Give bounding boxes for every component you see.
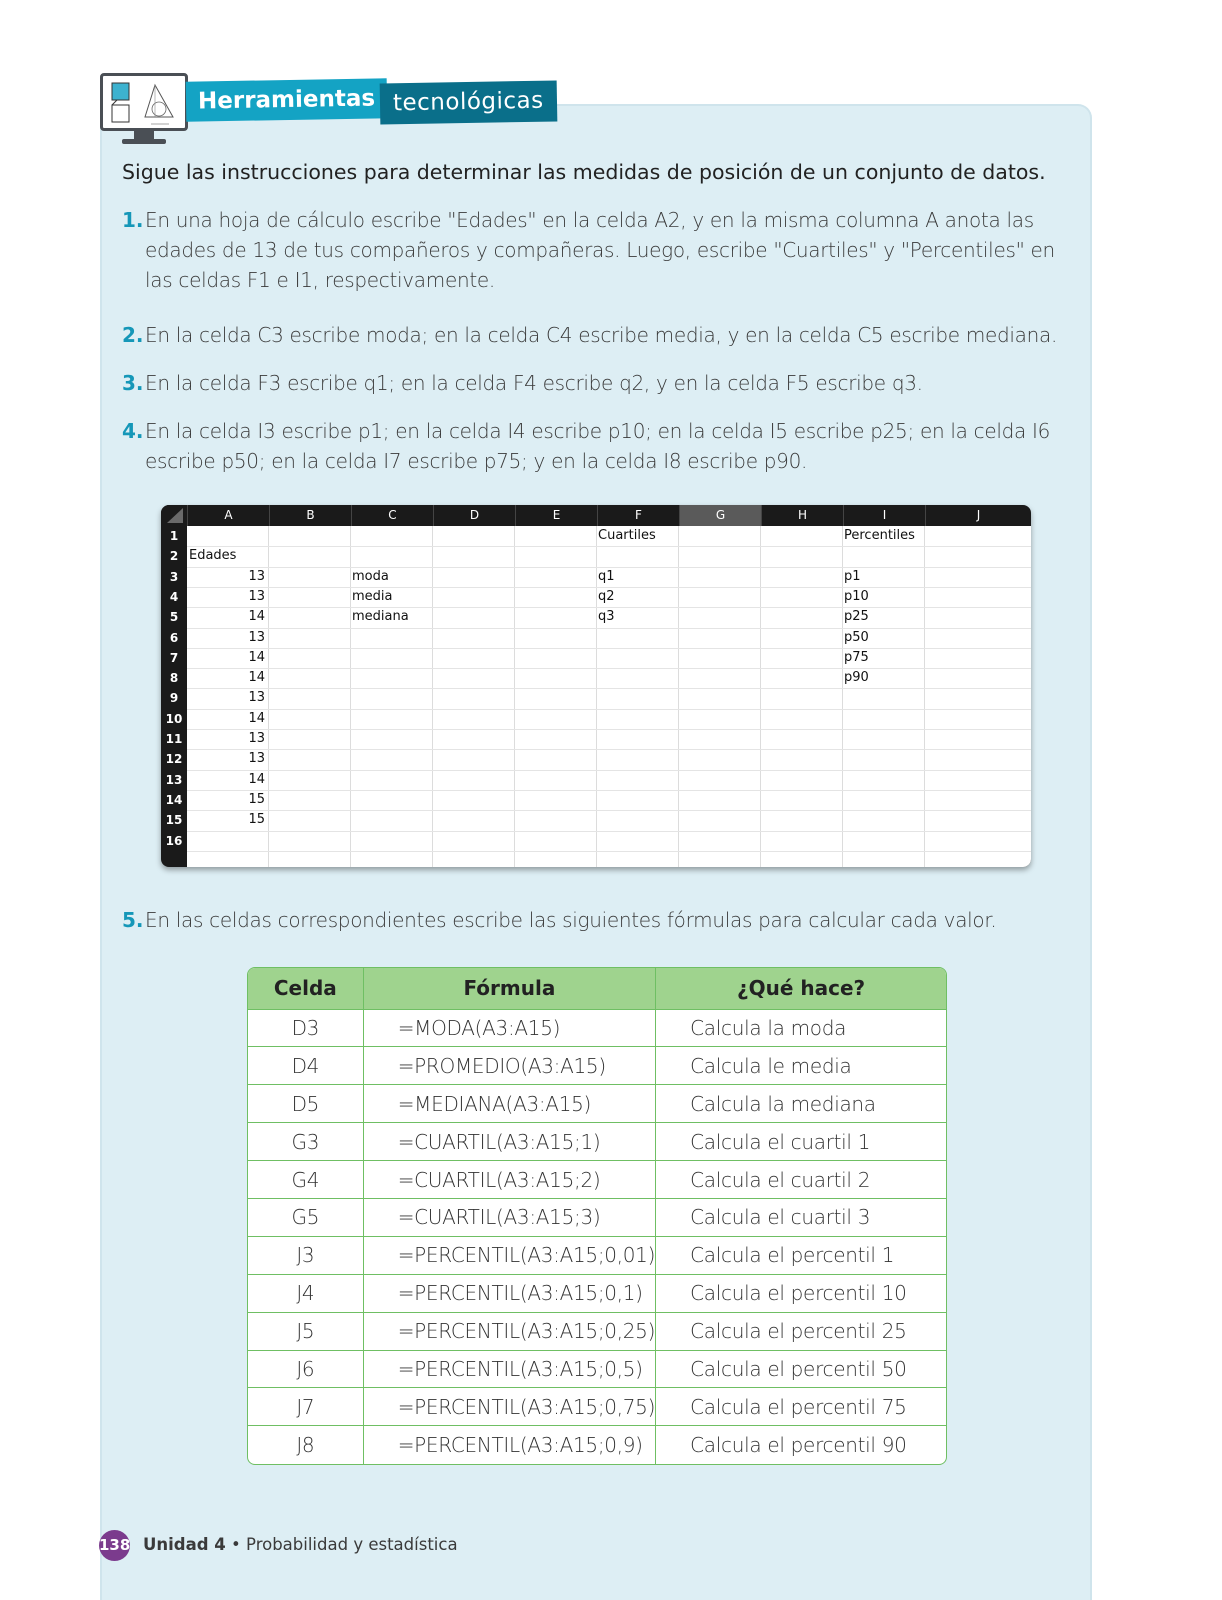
- spreadsheet: [161, 505, 1031, 867]
- row-header[interactable]: 15: [165, 813, 183, 828]
- cell-c4[interactable]: media: [352, 588, 393, 604]
- cell-i5[interactable]: p25: [844, 609, 869, 625]
- description: Calcula la mediana: [656, 1085, 946, 1123]
- grid-row-line: [187, 628, 1031, 629]
- step-line: En las celdas correspondientes escribe las siguientes fórmulas para calcular cada valor.: [145, 908, 997, 932]
- grid-column-line: [760, 526, 761, 867]
- description: Calcula le media: [656, 1047, 946, 1085]
- table-row: [248, 1388, 946, 1426]
- cell-ref: J5: [248, 1312, 363, 1350]
- column-header[interactable]: F: [597, 505, 679, 526]
- description: Calcula el percentil 75: [656, 1388, 946, 1426]
- step-number: 3.: [122, 371, 144, 395]
- select-all-corner[interactable]: [161, 505, 187, 526]
- header-que-hace: ¿Qué hace?: [656, 968, 946, 1009]
- corner-triangle-icon: [167, 508, 183, 523]
- row-header[interactable]: 2: [169, 549, 179, 564]
- description: Calcula el percentil 25: [656, 1312, 946, 1350]
- cell-a4[interactable]: 13: [248, 588, 265, 604]
- grid-column-line: [514, 526, 515, 867]
- formula: =PERCENTIL(A3:A15;0,75): [363, 1388, 655, 1426]
- step-line: escribe p50; en la celda I7 escribe p75; y en la celda I8 escribe p90.: [145, 449, 808, 473]
- cell-ref: G5: [248, 1198, 363, 1236]
- step-line: En la celda I3 escribe p1; en la celda I4 escribe p10; en la celda I5 escribe p25; en la celda I6: [145, 419, 1051, 443]
- step-line: En una hoja de cálculo escribe "Edades" en la celda A2, y en la misma columna A anota las: [145, 208, 1034, 232]
- cell-a3[interactable]: 13: [248, 568, 265, 584]
- column-header[interactable]: A: [187, 505, 269, 526]
- cell-a9[interactable]: 13: [248, 690, 265, 706]
- cell-ref: J8: [248, 1426, 363, 1464]
- cell-a15[interactable]: 15: [248, 812, 265, 828]
- row-header[interactable]: 12: [165, 752, 183, 767]
- page-number-badge: 138: [99, 1530, 130, 1561]
- cell-ref: J3: [248, 1236, 363, 1274]
- row-header[interactable]: 7: [169, 650, 179, 665]
- formula: =CUARTIL(A3:A15;2): [363, 1161, 655, 1199]
- monitor-neck: [134, 131, 154, 139]
- row-header[interactable]: 14: [165, 792, 183, 807]
- step-number: 1.: [122, 208, 144, 232]
- cell-c3[interactable]: moda: [352, 568, 389, 584]
- description: Calcula el percentil 50: [656, 1350, 946, 1388]
- grid-column-line: [350, 526, 351, 867]
- description: Calcula el percentil 1: [656, 1236, 946, 1274]
- column-header[interactable]: I: [843, 505, 925, 526]
- table-row: [248, 1426, 946, 1464]
- column-header[interactable]: D: [433, 505, 515, 526]
- step-line: En la celda F3 escribe q1; en la celda F4 escribe q2, y en la celda F5 escribe q3.: [145, 371, 923, 395]
- description: Calcula el percentil 90: [656, 1426, 946, 1464]
- description: Calcula la moda: [656, 1009, 946, 1047]
- table-row: [248, 1123, 946, 1161]
- description: Calcula el cuartil 3: [656, 1198, 946, 1236]
- geometry-drawing-icon: [107, 79, 185, 129]
- step-number: 2.: [122, 323, 144, 347]
- formula: =MEDIANA(A3:A15): [363, 1085, 655, 1123]
- grid-row-line: [187, 668, 1031, 669]
- monitor-screen: [100, 73, 188, 131]
- cell-a2[interactable]: Edades: [189, 548, 237, 564]
- cell-a10[interactable]: 14: [248, 710, 265, 726]
- row-header[interactable]: 16: [165, 833, 183, 848]
- table-row: [248, 1047, 946, 1085]
- row-header[interactable]: 4: [169, 589, 179, 604]
- column-header[interactable]: H: [761, 505, 843, 526]
- step-line: En la celda C3 escribe moda; en la celda C4 escribe media, y en la celda C5 escribe mediana.: [145, 323, 1058, 347]
- table-row: [248, 1312, 946, 1350]
- section-title-part1: Herramientas: [186, 78, 388, 122]
- cell-i7[interactable]: p75: [844, 649, 869, 665]
- cell-ref: J7: [248, 1388, 363, 1426]
- grid-column-line: [842, 526, 843, 867]
- cell-ref: D3: [248, 1009, 363, 1047]
- cell-a13[interactable]: 14: [248, 771, 265, 787]
- row-header[interactable]: 13: [165, 772, 183, 787]
- row-header[interactable]: 3: [169, 569, 179, 584]
- footer-separator: •: [231, 1535, 241, 1554]
- step-3: [122, 368, 1062, 398]
- footer-topic: Probabilidad y estadística: [246, 1535, 458, 1554]
- cell-f5[interactable]: q3: [598, 609, 615, 625]
- cell-ref: D4: [248, 1047, 363, 1085]
- formula: =PERCENTIL(A3:A15;0,5): [363, 1350, 655, 1388]
- intro-text: Sigue las instrucciones para determinar las medidas de posición de un conjunto de datos.: [122, 160, 1046, 184]
- table-row: [248, 1161, 946, 1199]
- cell-ref: G3: [248, 1123, 363, 1161]
- table-row: [248, 1085, 946, 1123]
- formula: =PERCENTIL(A3:A15;0,01): [363, 1236, 655, 1274]
- step-number: 5.: [122, 908, 144, 932]
- formula: =PERCENTIL(A3:A15;0,25): [363, 1312, 655, 1350]
- row-header[interactable]: 1: [169, 529, 179, 543]
- grid-row-line: [187, 648, 1031, 649]
- grid-column-line: [432, 526, 433, 867]
- cell-a11[interactable]: 13: [248, 731, 265, 746]
- table-row: [248, 1274, 946, 1312]
- cell-ref: G4: [248, 1161, 363, 1199]
- computer-monitor-icon: [100, 73, 192, 147]
- header-formula: Fórmula: [363, 968, 655, 1009]
- cell-c5[interactable]: mediana: [352, 609, 409, 625]
- table-row: [248, 1009, 946, 1047]
- row-header[interactable]: 11: [165, 732, 183, 746]
- column-header[interactable]: E: [515, 505, 597, 526]
- cell-f4[interactable]: q2: [598, 588, 615, 604]
- cell-a8[interactable]: 14: [248, 670, 265, 686]
- grid-column-line: [596, 526, 597, 867]
- grid-column-line: [268, 526, 269, 867]
- grid-row-line: [187, 831, 1031, 832]
- cell-ref: J4: [248, 1274, 363, 1312]
- footer-unit: Unidad 4: [143, 1535, 226, 1554]
- table-header-row: [248, 968, 946, 1009]
- cell-a12[interactable]: 13: [248, 751, 265, 767]
- description: Calcula el percentil 10: [656, 1274, 946, 1312]
- row-header[interactable]: 8: [169, 671, 179, 686]
- step-5: [122, 905, 1062, 935]
- step-line: las celdas F1 e I1, respectivamente.: [145, 268, 495, 292]
- column-header[interactable]: J: [925, 505, 1031, 526]
- step-2: [122, 320, 1062, 350]
- cell-ref: D5: [248, 1085, 363, 1123]
- grid-row-line: [187, 810, 1031, 811]
- step-line: edades de 13 de tus compañeros y compañeras. Luego, escribe "Cuartiles" y "Percentiles" en: [145, 238, 1055, 262]
- footer-text: [143, 1535, 458, 1554]
- step-number: 4.: [122, 419, 144, 443]
- formula: =PROMEDIO(A3:A15): [363, 1047, 655, 1085]
- cell-a6[interactable]: 13: [248, 629, 265, 645]
- grid-column-line: [678, 526, 679, 867]
- row-header[interactable]: 9: [169, 691, 179, 706]
- cell-i8[interactable]: p90: [844, 670, 869, 686]
- formula: =PERCENTIL(A3:A15;0,1): [363, 1274, 655, 1312]
- monitor-stand: [122, 139, 166, 144]
- cell-a14[interactable]: 15: [248, 791, 265, 807]
- row-header[interactable]: 5: [169, 610, 179, 625]
- grid-row-line: [187, 546, 1031, 547]
- table-row: [248, 1198, 946, 1236]
- grid-row-line: [187, 688, 1031, 689]
- formula-table: [247, 967, 947, 1465]
- formula: =PERCENTIL(A3:A15;0,9): [363, 1426, 655, 1464]
- table-row: [248, 1236, 946, 1274]
- spreadsheet-grid[interactable]: [187, 526, 1031, 867]
- cell-a5[interactable]: 14: [248, 609, 265, 625]
- cell-i6[interactable]: p50: [844, 629, 869, 645]
- cell-i3[interactable]: p1: [844, 568, 861, 584]
- cell-a7[interactable]: 14: [248, 649, 265, 665]
- column-header-selected[interactable]: G: [679, 505, 761, 526]
- row-header[interactable]: 10: [165, 711, 183, 726]
- formula: =MODA(A3:A15): [363, 1009, 655, 1047]
- grid-column-line: [924, 526, 925, 867]
- grid-row-line: [187, 790, 1031, 791]
- step-1: [122, 205, 1062, 295]
- cell-i1[interactable]: Percentiles: [844, 528, 915, 543]
- formula: =CUARTIL(A3:A15;1): [363, 1123, 655, 1161]
- grid-row-line: [187, 851, 1031, 852]
- cell-f1[interactable]: Cuartiles: [598, 528, 656, 543]
- header-celda: Celda: [248, 968, 363, 1009]
- description: Calcula el cuartil 1: [656, 1123, 946, 1161]
- grid-row-line: [187, 729, 1031, 730]
- column-header[interactable]: B: [269, 505, 351, 526]
- row-header[interactable]: 6: [169, 630, 179, 645]
- cell-ref: J6: [248, 1350, 363, 1388]
- formula: =CUARTIL(A3:A15;3): [363, 1198, 655, 1236]
- section-title-part2: tecnológicas: [380, 80, 557, 124]
- grid-row-line: [187, 749, 1031, 750]
- grid-row-line: [187, 709, 1031, 710]
- cell-f3[interactable]: q1: [598, 568, 615, 584]
- cell-i4[interactable]: p10: [844, 588, 869, 604]
- grid-row-line: [187, 770, 1031, 771]
- column-header[interactable]: C: [351, 505, 433, 526]
- description: Calcula el cuartil 2: [656, 1161, 946, 1199]
- table-row: [248, 1350, 946, 1388]
- step-4: [122, 416, 1062, 476]
